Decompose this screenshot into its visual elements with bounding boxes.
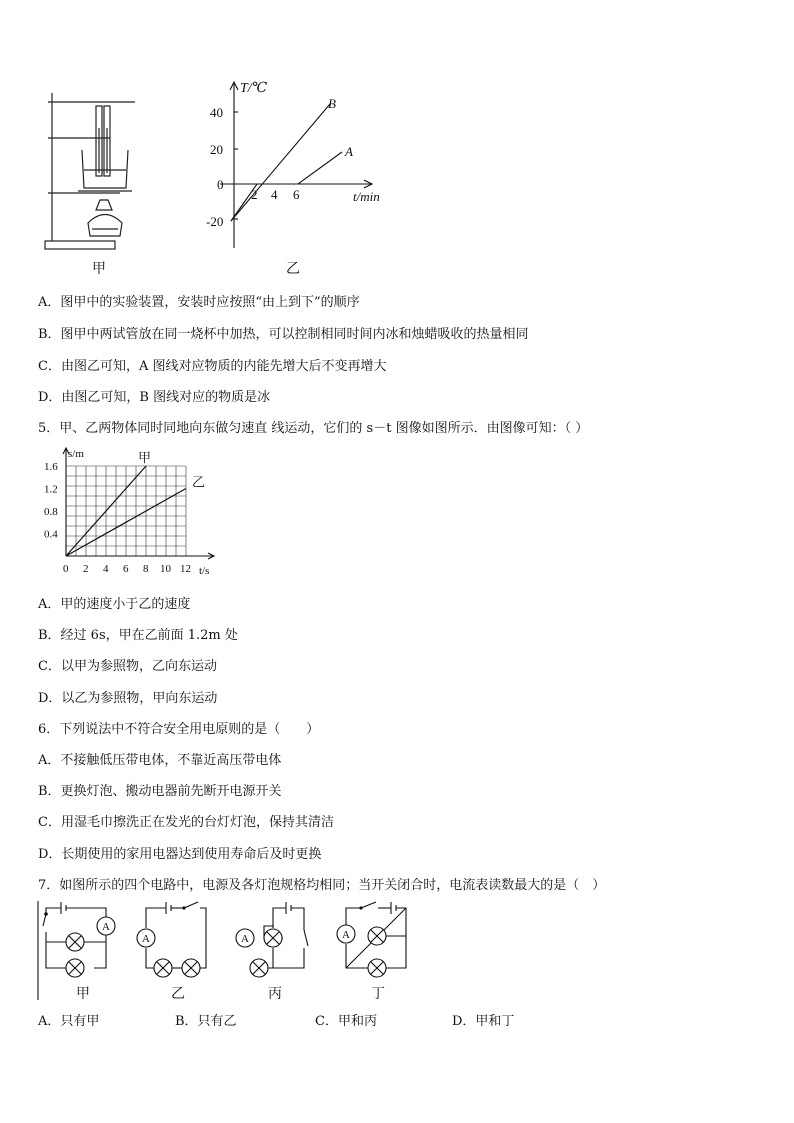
q6-stem: 6．下列说法中不符合安全用电原则的是（ ） <box>38 722 320 737</box>
temperature-graph <box>200 78 400 258</box>
y-axis-label: T/℃ <box>240 81 268 96</box>
circuit-yi-lamp-1 <box>154 959 172 977</box>
y-tick-20: 20 <box>210 142 223 157</box>
circuit-jia-lamp-1 <box>66 933 84 951</box>
apparatus-caption: 甲 <box>92 261 106 277</box>
y-tick-40: 40 <box>210 105 223 120</box>
st-y-tick-label: 0.4 <box>44 528 58 541</box>
st-x-tick-label: 2 <box>83 563 89 575</box>
st-y-tick-label: 1.2 <box>44 483 58 496</box>
x-axis-label: t/min <box>353 189 380 204</box>
q5-stem: 5．甲、乙两物体同时同地向东做匀速直 线运动，它们的 s－t 图像如图所示．由图像可知：（ ） <box>38 421 589 436</box>
circuit-caption-ding: 丁 <box>371 987 385 1002</box>
st-x-tick-label: 12 <box>180 563 191 575</box>
q7-option-c: C．甲和丙 <box>315 1014 377 1029</box>
st-series-label-1: 甲 <box>138 450 152 465</box>
st-x-axis-label: t/s <box>199 565 210 577</box>
q5-option-a: A．甲的速度小于乙的速度 <box>38 597 191 612</box>
q5-option-d: D．以乙为参照物，甲向东运动 <box>38 691 218 706</box>
st-series-label-2: 乙 <box>192 474 206 490</box>
st-x-tick-label: 6 <box>123 563 129 575</box>
st-x-tick-label: 4 <box>103 563 109 575</box>
x-tick-2: 2 <box>251 187 258 202</box>
circuit-diagrams <box>36 896 426 1004</box>
y-tick-0: 0 <box>217 177 224 192</box>
circuit-caption-bing: 丙 <box>268 987 282 1002</box>
q6-option-c: C．用湿毛巾擦洗正在发光的台灯灯泡，保持其清洁 <box>38 815 334 830</box>
st-y-axis-label: s/m <box>68 448 84 460</box>
q4-option-b: B．图甲中两试管放在同一烧杯中加热，可以控制相同时间内冰和烛蜡吸收的热量相同 <box>38 327 529 342</box>
st-chart <box>36 444 226 580</box>
q7-option-b: B．只有乙 <box>175 1014 237 1029</box>
circuit-jia-ammeter-label: A <box>102 921 110 933</box>
apparatus-figure <box>40 88 150 253</box>
q5-option-c: C．以甲为参照物，乙向东运动 <box>38 659 217 674</box>
q5-option-b: B．经过 6s，甲在乙前面 1.2m 处 <box>38 628 238 643</box>
line-a-label: A <box>345 144 353 159</box>
line-b-label: B <box>328 96 336 111</box>
y-tick-minus20: -20 <box>206 214 224 229</box>
circuit-ding-lamp-2 <box>368 959 386 977</box>
circuit-bing-lamp-2 <box>250 959 268 977</box>
circuit-caption-jia: 甲 <box>76 987 90 1002</box>
q4-option-a: A．图甲中的实验装置，安装时应按照“由上到下”的顺序 <box>38 295 360 310</box>
st-y-tick-label: 1.6 <box>44 461 58 473</box>
x-tick-4: 4 <box>271 187 278 202</box>
q7-option-a: A．只有甲 <box>38 1014 100 1029</box>
circuit-ding-ammeter-label: A <box>342 929 350 941</box>
st-y-tick-label: 0.8 <box>44 506 58 518</box>
q6-option-d: D．长期使用的家用电器达到使用寿命后及时更换 <box>38 847 322 862</box>
circuit-bing-lamp-1 <box>264 929 282 947</box>
circuit-yi-lamp-2 <box>182 959 200 977</box>
q6-option-b: B．更换灯泡、搬动电器前先断开电源开关 <box>38 784 282 799</box>
st-x-tick-label: 0 <box>63 563 69 575</box>
x-tick-6: 6 <box>293 187 300 202</box>
q4-option-d: D．由图乙可知，B 图线对应的物质是冰 <box>38 390 271 405</box>
circuit-caption-yi: 乙 <box>171 987 185 1002</box>
st-x-tick-label: 8 <box>143 563 149 575</box>
q6-option-a: A．不接触低压带电体，不靠近高压带电体 <box>38 753 282 768</box>
circuit-ding-lamp-1 <box>368 927 386 945</box>
line-b <box>231 104 330 221</box>
q4-option-c: C．由图乙可知，A 图线对应物质的内能先增大后不变再增大 <box>38 359 387 374</box>
line-a <box>231 152 342 221</box>
q7-stem: 7．如图所示的四个电路中，电源及各灯泡规格均相同；当开关闭合时，电流表读数最大的是（ ） <box>38 878 606 893</box>
circuit-yi-ammeter-label: A <box>142 933 150 945</box>
graph-caption: 乙 <box>286 261 300 277</box>
q7-option-d: D．甲和丁 <box>452 1014 515 1029</box>
circuit-bing-ammeter-label: A <box>241 933 249 945</box>
st-x-tick-label: 10 <box>160 563 171 575</box>
circuit-jia-lamp-2 <box>66 959 84 977</box>
